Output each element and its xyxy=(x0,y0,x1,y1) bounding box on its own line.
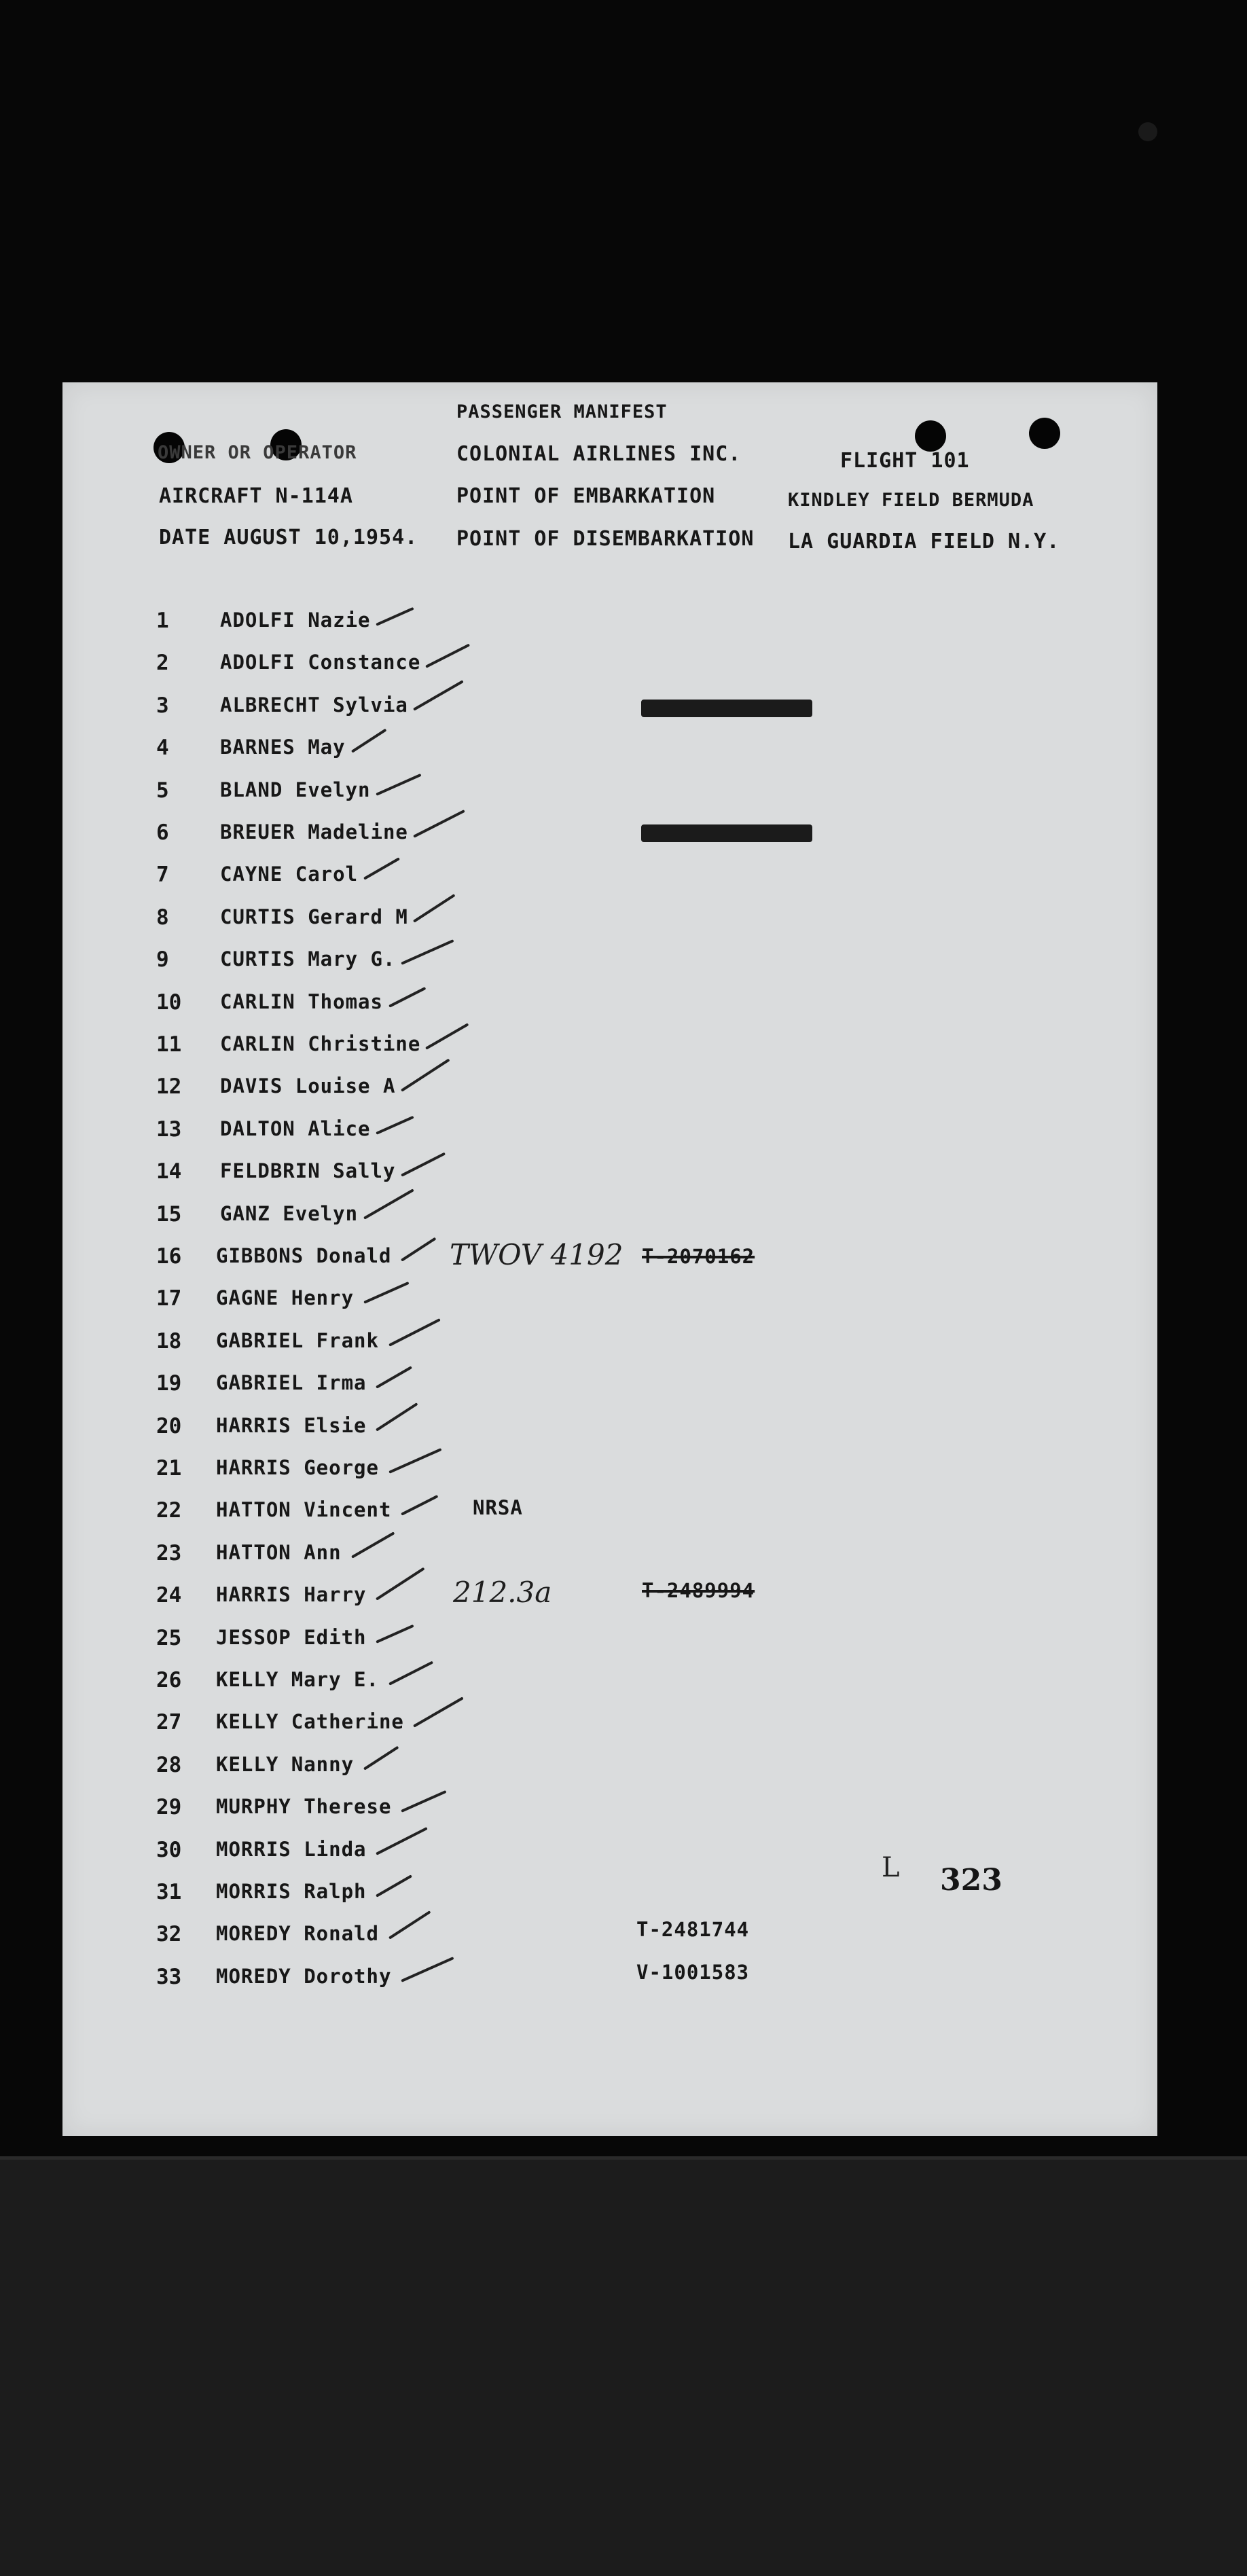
manifest-title: PASSENGER MANIFEST xyxy=(456,401,668,422)
dust-speck xyxy=(1138,122,1157,141)
passenger-name: GIBBONS Donald xyxy=(216,1244,392,1267)
check-mark xyxy=(376,1402,418,1432)
passenger-name: HARRIS Harry xyxy=(216,1583,367,1607)
passenger-name: MORRIS Linda xyxy=(216,1837,367,1861)
ticket-number: T-2489994 xyxy=(642,1579,755,1602)
embarkation-label: POINT OF EMBARKATION xyxy=(456,484,716,508)
row-number: 3 xyxy=(156,693,169,718)
row-number: 17 xyxy=(156,1286,182,1311)
margin-mark: L xyxy=(882,1852,900,1883)
check-mark xyxy=(388,987,426,1008)
passenger-name: CARLIN Christine xyxy=(220,1032,421,1055)
airline-name: COLONIAL AIRLINES INC. xyxy=(456,442,742,466)
check-mark xyxy=(376,1624,414,1643)
check-mark xyxy=(425,1023,469,1049)
check-mark xyxy=(376,607,414,626)
row-number: 19 xyxy=(156,1371,182,1396)
row-number: 18 xyxy=(156,1328,182,1354)
row-number: 21 xyxy=(156,1456,182,1481)
passenger-name: ALBRECHT Sylvia xyxy=(220,693,408,716)
check-mark xyxy=(376,1827,428,1855)
passenger-name: CURTIS Mary G. xyxy=(220,947,396,971)
row-number: 10 xyxy=(156,990,182,1015)
check-mark xyxy=(401,1237,436,1262)
check-mark xyxy=(363,858,400,880)
check-mark xyxy=(363,1282,409,1304)
passenger-name: MOREDY Ronald xyxy=(216,1922,379,1946)
passenger-name: ADOLFI Constance xyxy=(220,651,421,674)
row-number: 8 xyxy=(156,905,169,930)
embarkation-value: KINDLEY FIELD BERMUDA xyxy=(788,490,1034,511)
row-number: 2 xyxy=(156,651,169,676)
check-mark xyxy=(376,1874,412,1897)
row-number: 1 xyxy=(156,609,169,633)
row-number: 11 xyxy=(156,1032,182,1057)
check-mark xyxy=(388,1661,433,1686)
row-number: 27 xyxy=(156,1710,182,1735)
passenger-name: JESSOP Edith xyxy=(216,1625,367,1649)
row-number: 20 xyxy=(156,1413,182,1438)
passenger-name: HARRIS Elsie xyxy=(216,1413,367,1437)
passenger-name: CARLIN Thomas xyxy=(220,990,383,1013)
check-mark xyxy=(351,729,386,753)
passenger-name: DALTON Alice xyxy=(220,1117,371,1140)
passenger-name: GABRIEL Irma xyxy=(216,1371,367,1395)
flight-date: DATE AUGUST 10,1954. xyxy=(159,526,418,549)
row-number: 14 xyxy=(156,1159,182,1184)
redacted-entry xyxy=(641,824,812,842)
check-mark xyxy=(388,1318,441,1347)
check-mark xyxy=(413,810,465,838)
redacted-entry xyxy=(641,700,812,717)
row-number: 28 xyxy=(156,1752,182,1777)
check-mark xyxy=(376,1116,414,1135)
scan-background xyxy=(0,2160,1247,2576)
row-number: 6 xyxy=(156,820,169,845)
flight-number: FLIGHT 101 xyxy=(840,449,970,473)
passenger-name: MOREDY Dorothy xyxy=(216,1964,392,1988)
check-mark xyxy=(376,1567,425,1601)
passenger-name: MORRIS Ralph xyxy=(216,1880,367,1903)
passenger-name: MURPHY Therese xyxy=(216,1795,392,1819)
passenger-name: GABRIEL Frank xyxy=(216,1328,379,1352)
aircraft-id: AIRCRAFT N-114A xyxy=(159,484,353,508)
owner-label: OWNER OR OPERATOR xyxy=(158,442,357,463)
passenger-name: CURTIS Gerard M xyxy=(220,905,408,928)
row-number: 31 xyxy=(156,1880,182,1904)
check-mark xyxy=(363,1189,414,1219)
passenger-name: BARNES May xyxy=(220,736,346,759)
row-number: 26 xyxy=(156,1668,182,1692)
punch-hole xyxy=(915,420,946,452)
passenger-name: GAGNE Henry xyxy=(216,1286,355,1310)
row-number: 15 xyxy=(156,1201,182,1227)
check-mark xyxy=(401,1059,450,1092)
passenger-name: ADOLFI Nazie xyxy=(220,609,371,632)
status-note: NRSA xyxy=(473,1496,523,1519)
row-number: 24 xyxy=(156,1583,182,1608)
row-number: 25 xyxy=(156,1625,182,1650)
row-number: 7 xyxy=(156,863,169,888)
check-mark xyxy=(401,1153,446,1177)
page-number: 323 xyxy=(940,1863,1002,1898)
punch-hole xyxy=(1029,418,1060,449)
ticket-number: V-1001583 xyxy=(636,1961,750,1984)
row-number: 33 xyxy=(156,1964,182,1989)
check-mark xyxy=(425,644,470,668)
passenger-name: KELLY Mary E. xyxy=(216,1668,379,1691)
ticket-number: T-2070162 xyxy=(642,1245,755,1268)
passenger-name: HATTON Ann xyxy=(216,1540,342,1564)
row-number: 13 xyxy=(156,1117,182,1142)
row-number: 16 xyxy=(156,1244,182,1269)
check-mark xyxy=(401,1790,446,1813)
row-number: 30 xyxy=(156,1837,182,1862)
manifest-page xyxy=(62,382,1157,2136)
passenger-name: DAVIS Louise A xyxy=(220,1074,396,1098)
passenger-name: HATTON Vincent xyxy=(216,1498,392,1522)
handwritten-note: TWOV 4192 xyxy=(450,1238,624,1271)
check-mark xyxy=(388,1910,431,1940)
passenger-name: GANZ Evelyn xyxy=(220,1201,359,1225)
row-number: 12 xyxy=(156,1074,182,1100)
check-mark xyxy=(376,1366,412,1388)
disembarkation-value: LA GUARDIA FIELD N.Y. xyxy=(788,530,1060,554)
check-mark xyxy=(413,680,464,710)
disembarkation-label: POINT OF DISEMBARKATION xyxy=(456,527,755,551)
row-number: 5 xyxy=(156,778,169,803)
passenger-name: CAYNE Carol xyxy=(220,863,359,886)
check-mark xyxy=(351,1531,395,1558)
handwritten-note: 212.3a xyxy=(453,1576,552,1609)
row-number: 9 xyxy=(156,947,169,973)
passenger-name: FELDBRIN Sally xyxy=(220,1159,396,1183)
row-number: 4 xyxy=(156,736,169,761)
row-number: 29 xyxy=(156,1795,182,1820)
row-number: 32 xyxy=(156,1922,182,1947)
passenger-name: HARRIS George xyxy=(216,1456,379,1479)
check-mark xyxy=(401,1495,438,1516)
check-mark xyxy=(376,773,422,795)
check-mark xyxy=(401,1957,454,1982)
check-mark xyxy=(363,1745,399,1770)
check-mark xyxy=(413,1697,464,1728)
check-mark xyxy=(388,1448,441,1474)
check-mark xyxy=(401,939,454,965)
check-mark xyxy=(413,894,456,923)
ticket-number: T-2481744 xyxy=(636,1918,750,1941)
passenger-name: BREUER Madeline xyxy=(220,820,408,843)
passenger-name: KELLY Catherine xyxy=(216,1710,404,1734)
passenger-name: BLAND Evelyn xyxy=(220,778,371,801)
passenger-name: KELLY Nanny xyxy=(216,1752,355,1776)
row-number: 23 xyxy=(156,1540,182,1565)
row-number: 22 xyxy=(156,1498,182,1523)
